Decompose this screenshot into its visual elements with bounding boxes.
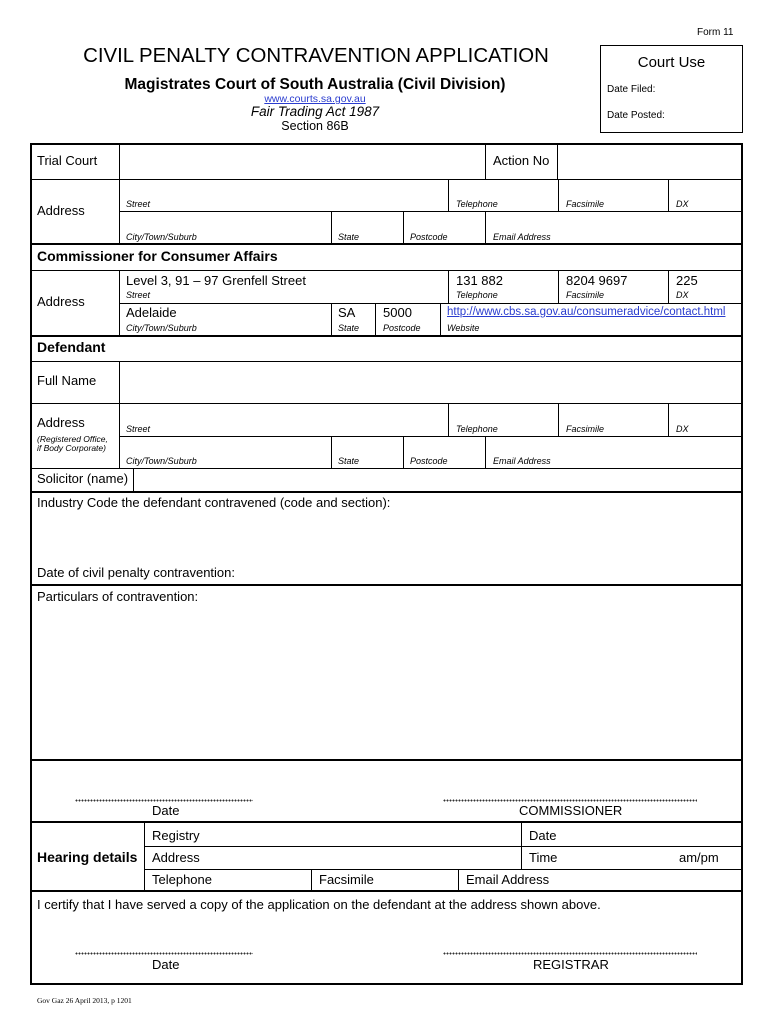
divider (30, 821, 743, 823)
action-no-label: Action No (493, 153, 550, 168)
hearing-date-label: Date (529, 828, 557, 843)
commissioner-heading: Commissioner for Consumer Affairs (37, 248, 278, 264)
commissioner-dx-label: DX (676, 290, 689, 300)
trial-dx-label: DX (676, 199, 689, 209)
court-website-row (0, 94, 630, 105)
trial-city-input[interactable] (121, 213, 329, 230)
trial-street-label: Street (126, 199, 151, 209)
hearing-telephone-label: Telephone (152, 872, 212, 887)
defendant-city-label: City/Town/Suburb (126, 456, 197, 466)
trial-court-label: Trial Court (37, 153, 98, 168)
divider (448, 179, 449, 211)
divider (144, 846, 743, 847)
hearing-facsimile-label: Facsimile (319, 872, 374, 887)
commissioner-signatory-label: COMMISSIONER (519, 803, 623, 818)
defendant-email-input[interactable] (487, 438, 741, 455)
court-website-link[interactable]: www.courts.sa.gov.au (264, 93, 366, 105)
divider (557, 143, 558, 179)
divider (668, 403, 669, 436)
commissioner-telephone-value: 131 882 (456, 273, 503, 288)
trial-postcode-label: Postcode (410, 232, 448, 242)
court-name: Magistrates Court of South Australia (Civil Division) (124, 76, 506, 93)
divider (485, 436, 486, 468)
divider (458, 869, 459, 891)
divider (144, 822, 145, 891)
form-title: CIVIL PENALTY CONTRAVENTION APPLICATION (83, 45, 549, 67)
commissioner-postcode-value: 5000 (383, 305, 412, 320)
trial-facsimile-label: Facsimile (566, 199, 605, 209)
trial-telephone-label: Telephone (456, 199, 498, 209)
divider (30, 403, 743, 404)
defendant-address-note-line2: if Body Corporate) (37, 443, 106, 453)
commissioner-address-label: Address (37, 294, 85, 309)
divider (668, 270, 669, 303)
hearing-heading: Hearing details (37, 849, 138, 865)
trial-postcode-input[interactable] (405, 213, 483, 230)
divider (30, 335, 743, 337)
commissioner-telephone-label: Telephone (456, 290, 498, 300)
defendant-street-input[interactable] (121, 405, 446, 422)
defendant-city-input[interactable] (121, 438, 329, 455)
hearing-registry-label: Registry (152, 828, 200, 843)
divider (403, 436, 404, 468)
divider (331, 303, 332, 336)
divider (30, 468, 743, 469)
act-section: Section 86B (281, 119, 349, 133)
defendant-facsimile-label: Facsimile (566, 424, 605, 434)
divider (403, 211, 404, 244)
trial-telephone-input[interactable] (450, 181, 556, 198)
divider (119, 303, 743, 304)
commissioner-website-label: Website (447, 323, 480, 333)
divider (558, 179, 559, 211)
hearing-am-pm-label: am/pm (679, 850, 719, 865)
commissioner-street-label: Street (126, 290, 151, 300)
divider (30, 584, 743, 586)
certification-statement: I certify that I have served a copy of the application on the defendant at the address shown above. (37, 897, 601, 912)
act-name: Fair Trading Act 1987 (250, 104, 380, 119)
defendant-dx-label: DX (676, 424, 689, 434)
defendant-dx-input[interactable] (670, 405, 741, 422)
particulars-label: Particulars of contravention: (37, 589, 199, 604)
form-number: Form 11 (697, 27, 734, 38)
trial-state-label: State (338, 232, 360, 242)
action-no-input[interactable] (559, 146, 741, 176)
divider (119, 361, 120, 468)
trial-street-input[interactable] (121, 181, 446, 198)
defendant-email-label: Email Address (493, 456, 551, 466)
commissioner-date-label: Date (152, 803, 180, 818)
divider (30, 270, 743, 271)
defendant-telephone-input[interactable] (450, 405, 556, 422)
commissioner-facsimile-label: Facsimile (566, 290, 605, 300)
hearing-telephone-input[interactable] (216, 871, 309, 889)
commissioner-city-label: City/Town/Suburb (126, 323, 197, 333)
divider (448, 270, 449, 303)
divider (521, 822, 522, 869)
divider (668, 179, 669, 211)
divider (119, 436, 743, 437)
trial-facsimile-input[interactable] (560, 181, 666, 198)
registrar-date-dotted-line (75, 952, 253, 955)
divider (144, 869, 743, 870)
commissioner-dx-value: 225 (676, 273, 698, 288)
trial-email-input[interactable] (487, 213, 741, 230)
hearing-email-label: Email Address (466, 872, 550, 887)
hearing-facsimile-input[interactable] (376, 871, 456, 889)
divider (311, 869, 312, 891)
defendant-facsimile-input[interactable] (560, 405, 666, 422)
hearing-address-input[interactable] (205, 848, 519, 867)
date-dotted-line (75, 799, 253, 802)
contravention-date-label: Date of civil penalty contravention: (37, 565, 235, 580)
divider (558, 403, 559, 436)
defendant-address-label: Address (37, 415, 85, 430)
divider (30, 243, 743, 245)
court-use-heading: Court Use (637, 54, 706, 71)
commissioner-street-value: Level 3, 91 – 97 Grenfell Street (126, 273, 306, 288)
divider (30, 491, 743, 493)
defendant-heading: Defendant (37, 339, 106, 355)
registrar-date-label: Date (152, 957, 180, 972)
hearing-time-label: Time (529, 850, 558, 865)
hearing-date-input[interactable] (560, 824, 741, 844)
divider (119, 270, 120, 336)
date-filed-label: Date Filed: (607, 84, 656, 95)
divider (448, 403, 449, 436)
defendant-state-input[interactable] (333, 438, 401, 455)
defendant-postcode-input[interactable] (405, 438, 483, 455)
full-name-label: Full Name (37, 373, 97, 388)
defendant-state-label: State (338, 456, 360, 466)
divider (331, 436, 332, 468)
divider (30, 361, 743, 362)
hearing-registry-input[interactable] (205, 824, 519, 844)
solicitor-name-input[interactable] (135, 470, 741, 490)
trial-address-label: Address (37, 203, 85, 218)
hearing-email-input[interactable] (552, 871, 741, 889)
divider (558, 270, 559, 303)
date-posted-label: Date Posted: (607, 110, 665, 121)
trial-state-input[interactable] (333, 213, 401, 230)
divider (30, 179, 743, 180)
divider (331, 211, 332, 244)
signature-dotted-line (443, 799, 697, 802)
trial-city-label: City/Town/Suburb (126, 232, 197, 242)
divider (485, 143, 486, 179)
divider (133, 468, 134, 492)
particulars-textarea[interactable] (34, 608, 741, 756)
commissioner-city-value: Adelaide (126, 305, 177, 320)
defendant-telephone-label: Telephone (456, 424, 498, 434)
divider (119, 143, 120, 244)
solicitor-label: Solicitor (name) (37, 471, 129, 486)
commissioner-facsimile-value: 8204 9697 (566, 273, 628, 288)
trial-court-input[interactable] (121, 146, 483, 176)
divider (440, 303, 441, 336)
defendant-full-name-input[interactable] (121, 363, 741, 401)
gazette-reference: Gov Gaz 26 April 2013, p 1201 (37, 996, 132, 1005)
divider (119, 211, 743, 212)
commissioner-website-link[interactable]: http://www.cbs.sa.gov.au/consumeradvice/contact.html (447, 306, 726, 318)
industry-code-label: Industry Code the defendant contravened (code and section): (37, 495, 391, 510)
contravention-date-input[interactable] (240, 564, 740, 582)
divider (375, 303, 376, 336)
hearing-address-label: Address (152, 850, 200, 865)
defendant-postcode-label: Postcode (410, 456, 448, 466)
trial-dx-input[interactable] (670, 181, 741, 198)
industry-code-textarea[interactable] (34, 514, 741, 560)
commissioner-state-label: State (338, 323, 360, 333)
defendant-address-note-line1: (Registered Office, (37, 434, 108, 444)
commissioner-postcode-label: Postcode (383, 323, 421, 333)
hearing-time-input[interactable] (560, 848, 675, 867)
registrar-signatory-label: REGISTRAR (533, 957, 609, 972)
commissioner-state-value: SA (338, 305, 356, 320)
defendant-street-label: Street (126, 424, 151, 434)
registrar-signature-dotted-line (443, 952, 697, 955)
divider (30, 890, 743, 892)
trial-email-label: Email Address (493, 232, 551, 242)
divider (30, 759, 743, 761)
divider (485, 211, 486, 244)
